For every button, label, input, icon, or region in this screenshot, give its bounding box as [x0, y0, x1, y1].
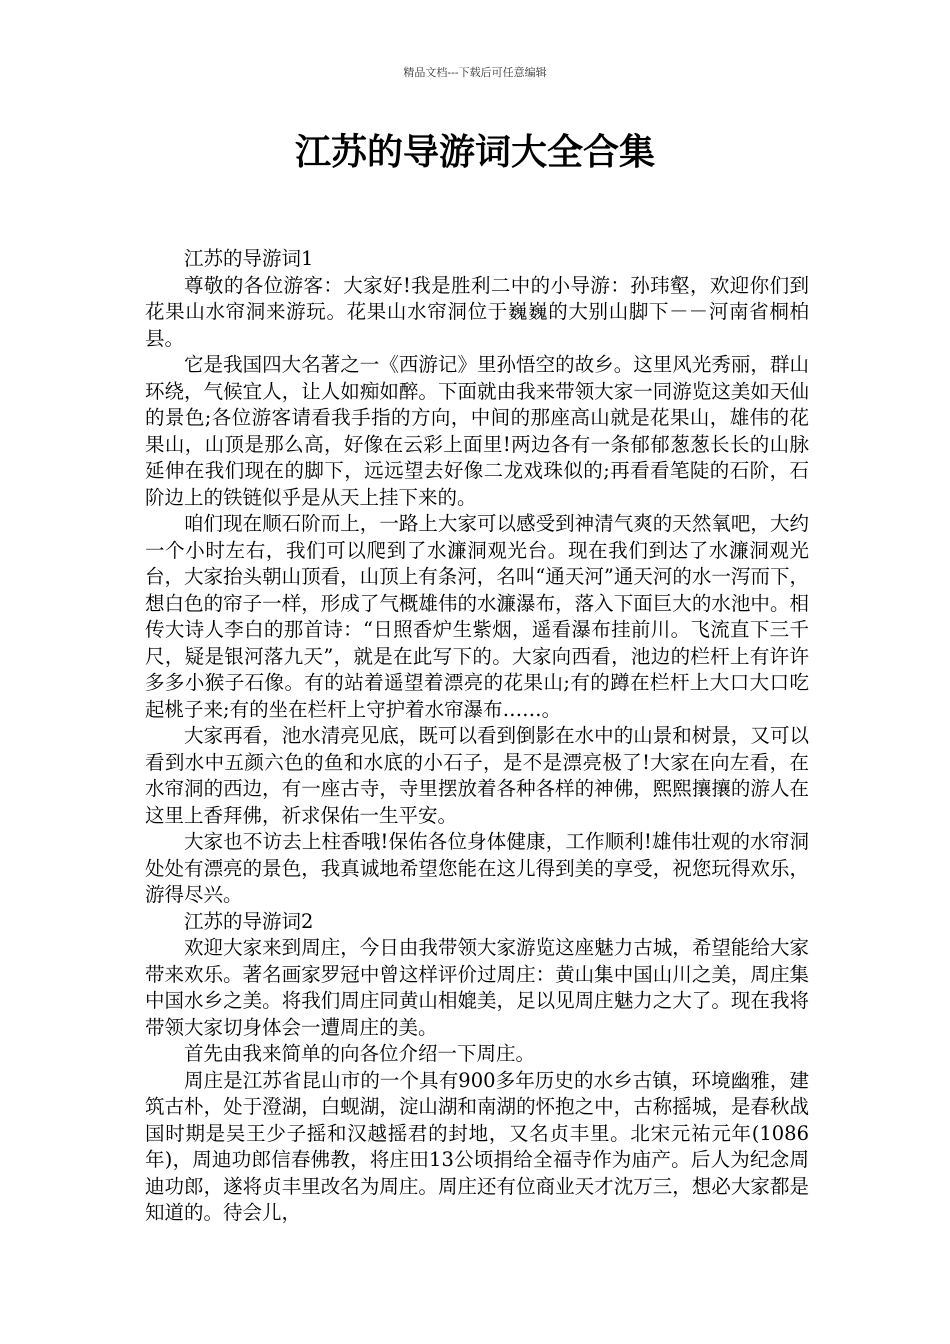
paragraph: 大家再看，池水清亮见底，既可以看到倒影在水中的山景和树景，又可以看到水中五颜六色的鱼和水底的小石子，是不是漂亮极了!大家在向左看，在水帘洞的西边，有一座古寺，寺里摆放着各种各样的神佛，熙熙攘攘的游人在这里上香拜佛，祈求保佑一生平安。 [145, 724, 809, 827]
paragraph: 大家也不访去上柱香哦!保佑各位身体健康，工作顺利!雄伟壮观的水帘洞处处有漂亮的景色，我真诚地希望您能在这儿得到美的享受，祝您玩得欢乐，游得尽兴。 [145, 830, 809, 906]
section-heading: 江苏的导游词1 [184, 247, 314, 270]
paragraph: 它是我国四大名著之一《西游记》里孙悟空的故乡。这里风光秀丽，群山环绕，气候宜人，让人如痴如醉。下面就由我来带领大家一同游览这美如天仙的景色;各位游客请看我手指的方向，中间的那座高山就是花果山，雄伟的花果山，山顶是那么高，好像在云彩上面里!两边各有一条郁郁葱葱长长的山脉延伸在我们现在的脚下，远远望去好像二龙戏珠似的;再看看笔陡的石阶，石阶边上的铁链似乎是从天上挂下来的。 [145, 353, 809, 509]
paragraph: 尊敬的各位游客：大家好!我是胜利二中的小导游：孙玮壑，欢迎你们到花果山水帘洞来游玩。花果山水帘洞位于巍巍的大别山脚下－－河南省桐柏县。 [145, 273, 809, 350]
paragraph: 周庄是江苏省昆山市的一个具有900多年历史的水乡古镇，环境幽雅，建筑古朴，处于澄湖，白蚬湖，淀山湖和南湖的怀抱之中，古称摇城，是春秋战国时期是吴王少子摇和汉越摇君的封地，又名贞丰里。北宋元祐元年(1086年)，周迪功郎信春佛教，将庄田13公顷捐给全福寺作为庙产。后人为纪念周迪功郎，遂将贞丰里改名为周庄。周庄还有位商业天才沈万三，想必大家都是知道的。待会儿， [145, 1068, 809, 1224]
section-heading: 江苏的导游词2 [184, 909, 314, 933]
paragraph: 首先由我来简单的向各位介绍一下周庄。 [184, 1042, 536, 1065]
header-note: 精品文档---下载后可任意编辑 [403, 66, 547, 79]
paragraph: 咱们现在顺石阶而上，一路上大家可以感受到神清气爽的天然氧吧，大约一个小时左右，我们可以爬到了水濂洞观光台。现在我们到达了水濂洞观光台，大家抬头朝山顶看，山顶上有条河，名叫“通天河”通天河的水一泻而下，想白色的帘子一样，形成了气概雄伟的水濂瀑布，落入下面巨大的水池中。相传大诗人李白的那首诗：“日照香炉生紫烟，遥看瀑布挂前川。飞流直下三千尺，疑是银河落九天”，就是在此写下的。大家向西看，池边的栏杆上有许许多多小猴子石像。有的站着遥望着漂亮的花果山;有的蹲在栏杆上大口大口吃起桃子来;有的坐在栏杆上守护着水帘瀑布……。 [145, 512, 809, 721]
document-title: 江苏的导游词大全合集 [294, 131, 655, 173]
document-body [145, 246, 809, 1227]
paragraph: 欢迎大家来到周庄，今日由我带领大家游览这座魅力古城，希望能给大家带来欢乐。著名画家罗冠中曾这样评价过周庄：黄山集中国山川之美，周庄集中国水乡之美。将我们周庄同黄山相媲美，足以见周庄魅力之大了。现在我将带领大家切身体会一遭周庄的美。 [145, 936, 809, 1039]
